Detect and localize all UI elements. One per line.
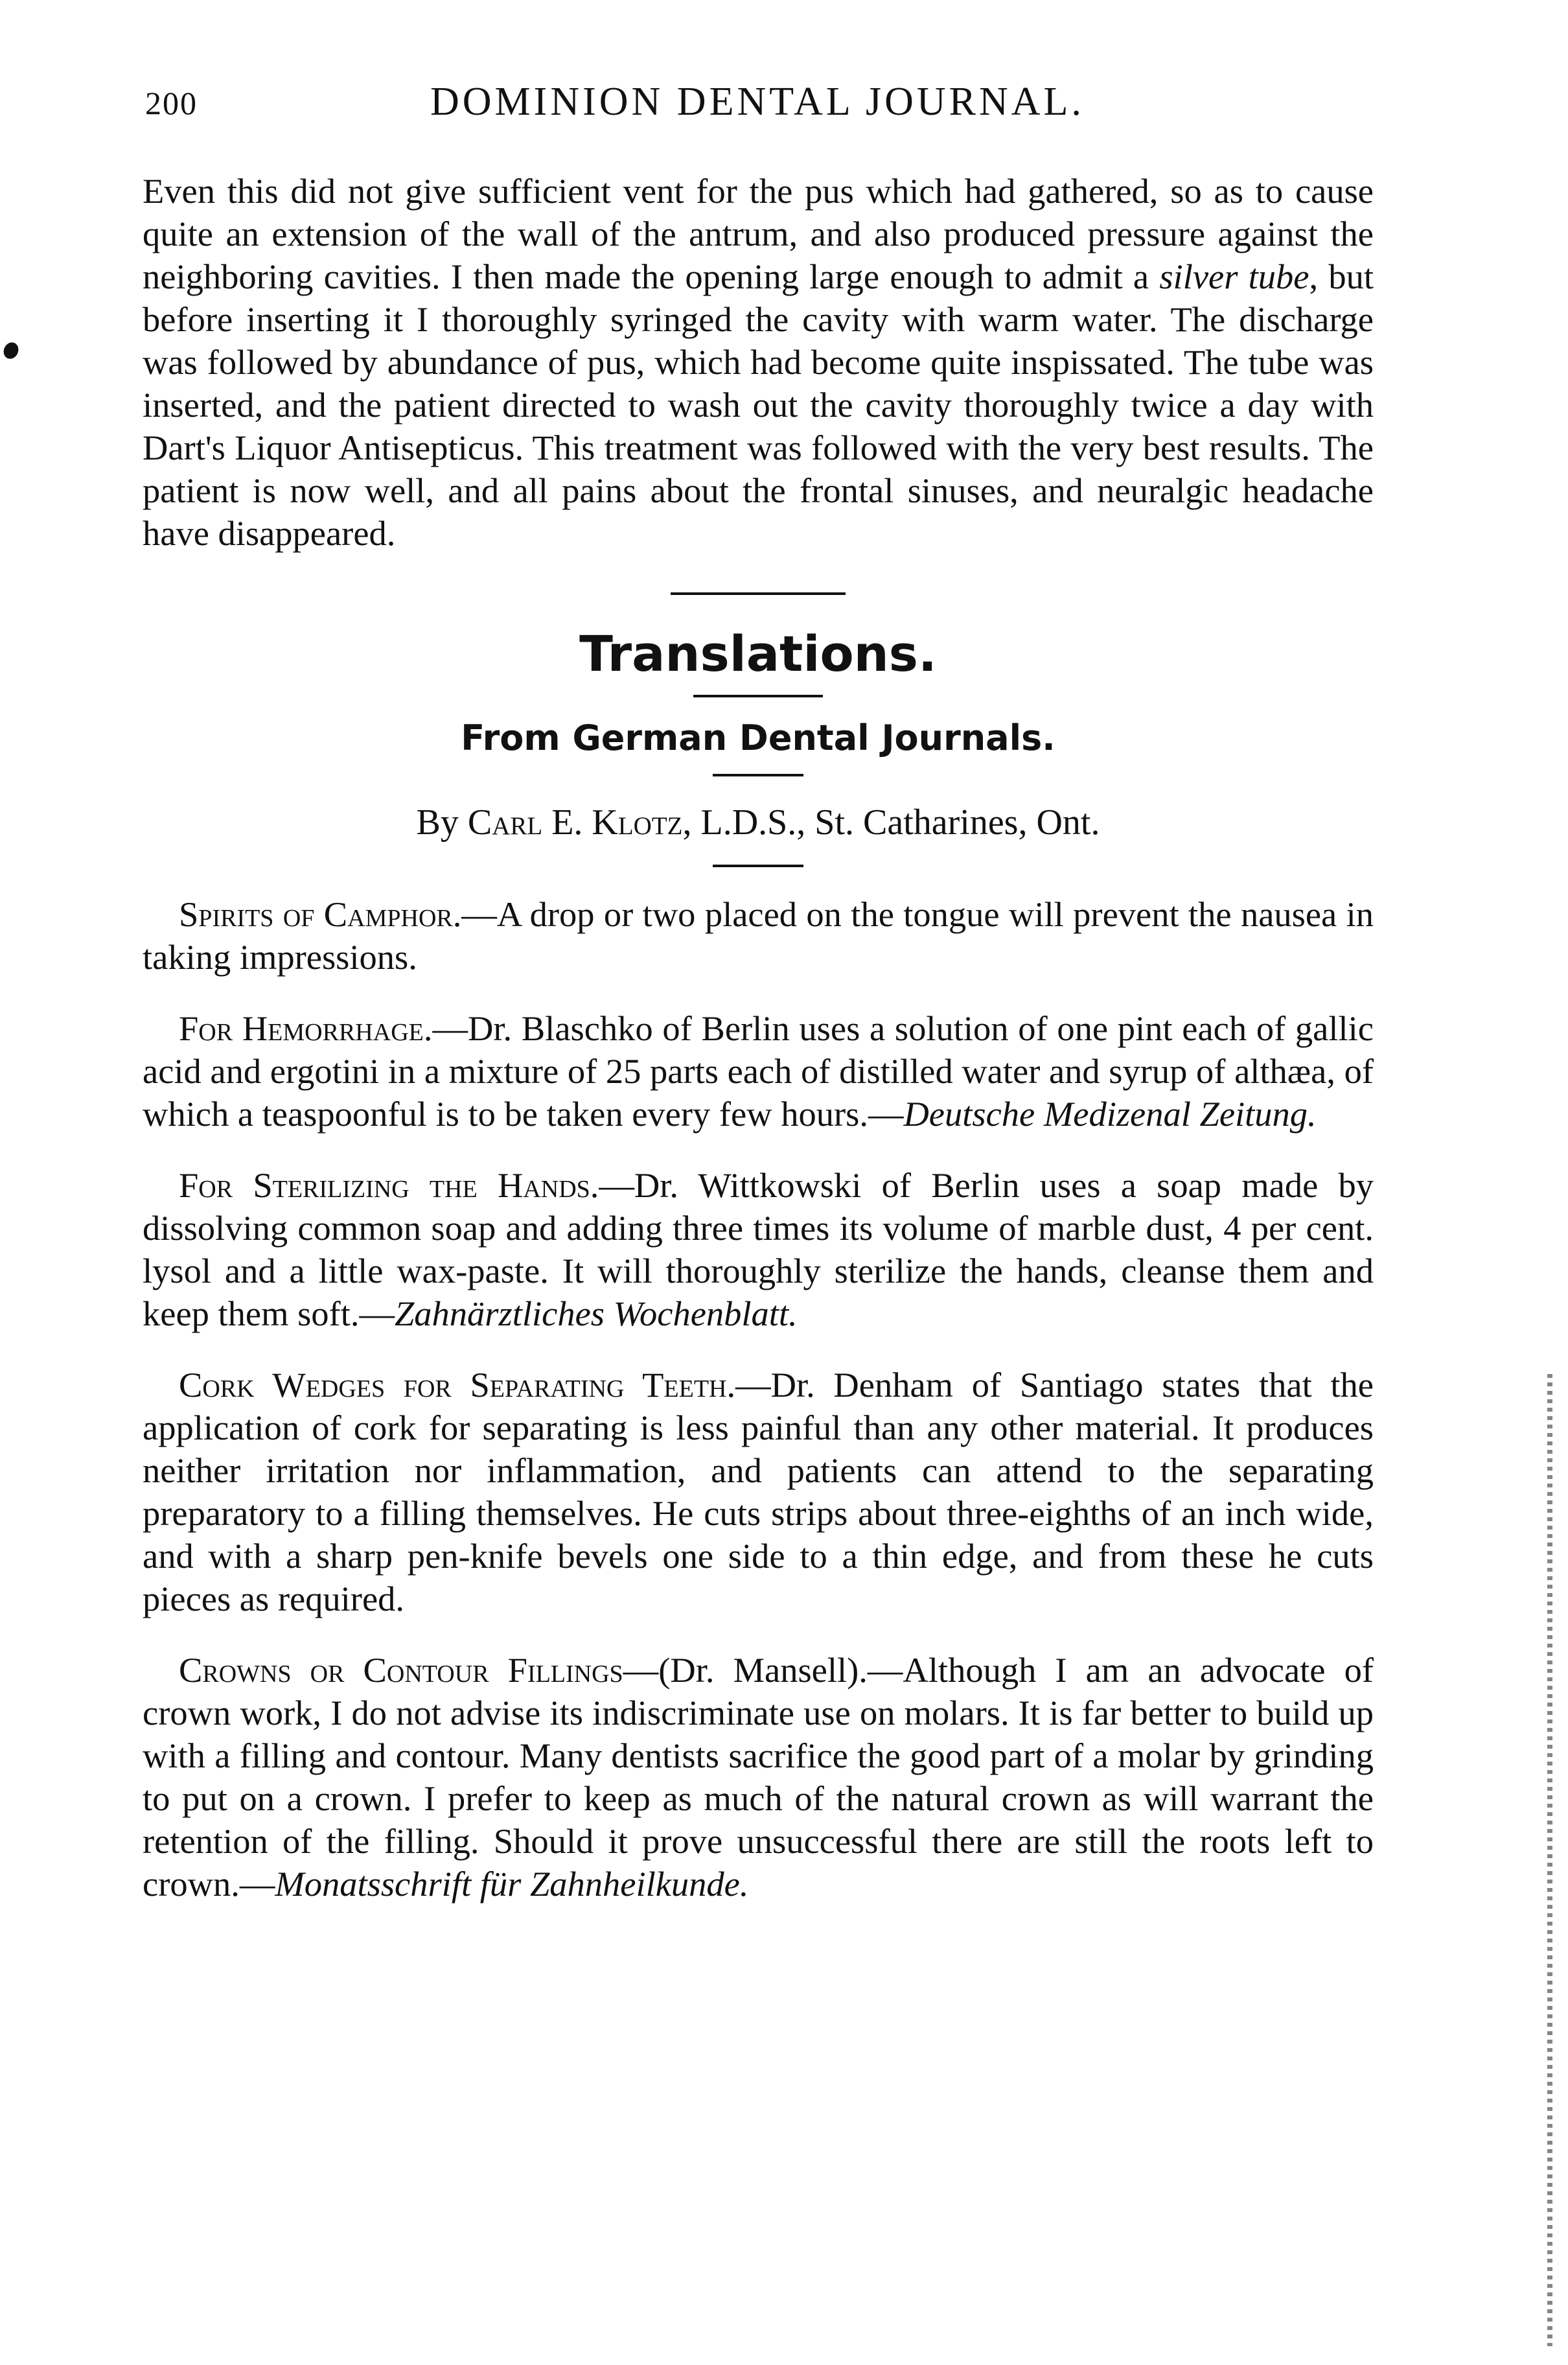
entry-heading: Crowns or Contour Fillings [179,1650,623,1690]
entry-paragraph [143,1364,1374,1620]
entry-source: Deutsche Medizenal Zeitung. [903,1094,1317,1134]
entry-paragraph [143,893,1374,979]
entry-text: —Dr. Denham of Santiago states that the application of cork for separating is less painful than any other material. It produces neither irritation nor inflammation, and patients can attend to the separating preparatory to a filling themselves. He cuts strips about three-eighths of an inch wide, and with a sharp pen-knife bevels one side to a thin edge, and from these he cuts pieces as required. [143,1365,1374,1618]
subtitle-divider [713,774,803,776]
section-subtitle: From German Dental Journals. [461,717,1055,758]
entry-heading: For Hemorrhage. [179,1008,433,1048]
continuation-emphasis: silver tube [1159,257,1309,296]
text-column [143,170,1374,1905]
entry-paragraph [143,1164,1374,1335]
entry-text: —(Dr. Mansell).—Although I am an advocate of crown work, I do not advise its indiscriminate use on molars. It is far better to build up with a filling and contour. Many dentists sacrifice the good part of a molar by grinding to put on a crown. I prefer to keep as much of the natural crown as will warrant the retention of the filling. Should it prove unsuccessful there are still the roots left to crown.— [143,1650,1374,1904]
byline [143,800,1374,845]
entry-heading: Cork Wedges for Separating Teeth. [179,1365,736,1404]
entry-text: —A drop or two placed on the tongue will prevent the nausea in taking impressions. [143,894,1374,977]
page-number: 200 [145,85,198,121]
section-divider [671,592,846,595]
byline-divider [713,865,803,867]
continuation-text-2: , but before inserting it I thoroughly syringed the cavity with warm water. The discharge was followed by abundance of pus, which had become quite inspissated. The tube was inserted, and the patient directed to wash out the cavity thoroughly twice a day with Dart's Liquor Antisepticus. This treatment was followed with the very best results. The patient is now well, and all pains about the frontal sinuses, and neuralgic headache have disappeared. [143,257,1374,553]
running-head [145,80,1376,136]
title-divider [693,695,823,697]
journal-title: DOMINION DENTAL JOURNAL. [430,80,1085,124]
section-title: Translations. [579,625,937,682]
byline-author: Carl E. Klotz [467,802,683,843]
entry-text: —Dr. Wittkowski of Berlin uses a soap made by dissolving common soap and adding three times its volume of marble dust, 4 per cent. lysol and a little wax-paste. It will thoroughly sterilize the hands, cleanse them and keep them soft.— [143,1165,1374,1333]
entry-text: —Dr. Blaschko of Berlin uses a solution of one pint each of gallic acid and ergotini in a mixture of 25 parts each of distilled water and syrup of althæa, of which a teaspoonful is to be taken every few hours.— [143,1008,1374,1134]
entry-heading: For Sterilizing the Hands. [179,1165,599,1205]
byline-prefix: By [416,802,468,843]
entry-source: Zahnärztliches Wochenblatt. [394,1294,798,1333]
entry-paragraph [143,1649,1374,1905]
continuation-paragraph [143,170,1374,555]
entry-paragraph [143,1007,1374,1136]
entry-source: Monatsschrift für Zahnheilkunde. [275,1864,749,1904]
scan-edge-marks [1547,1374,1552,2346]
continuation-text-1: Even this did not give sufficient vent for the pus which had gathered, so as to cause quite an extension of the wall of the antrum, and also produced pressure against the neighboring cavities. I then made the opening large enough to admit a [143,171,1374,296]
byline-suffix: , L.D.S., St. Catharines, Ont. [682,802,1100,843]
entry-heading: Spirits of Camphor. [179,894,462,934]
margin-ink-mark [1,340,21,362]
